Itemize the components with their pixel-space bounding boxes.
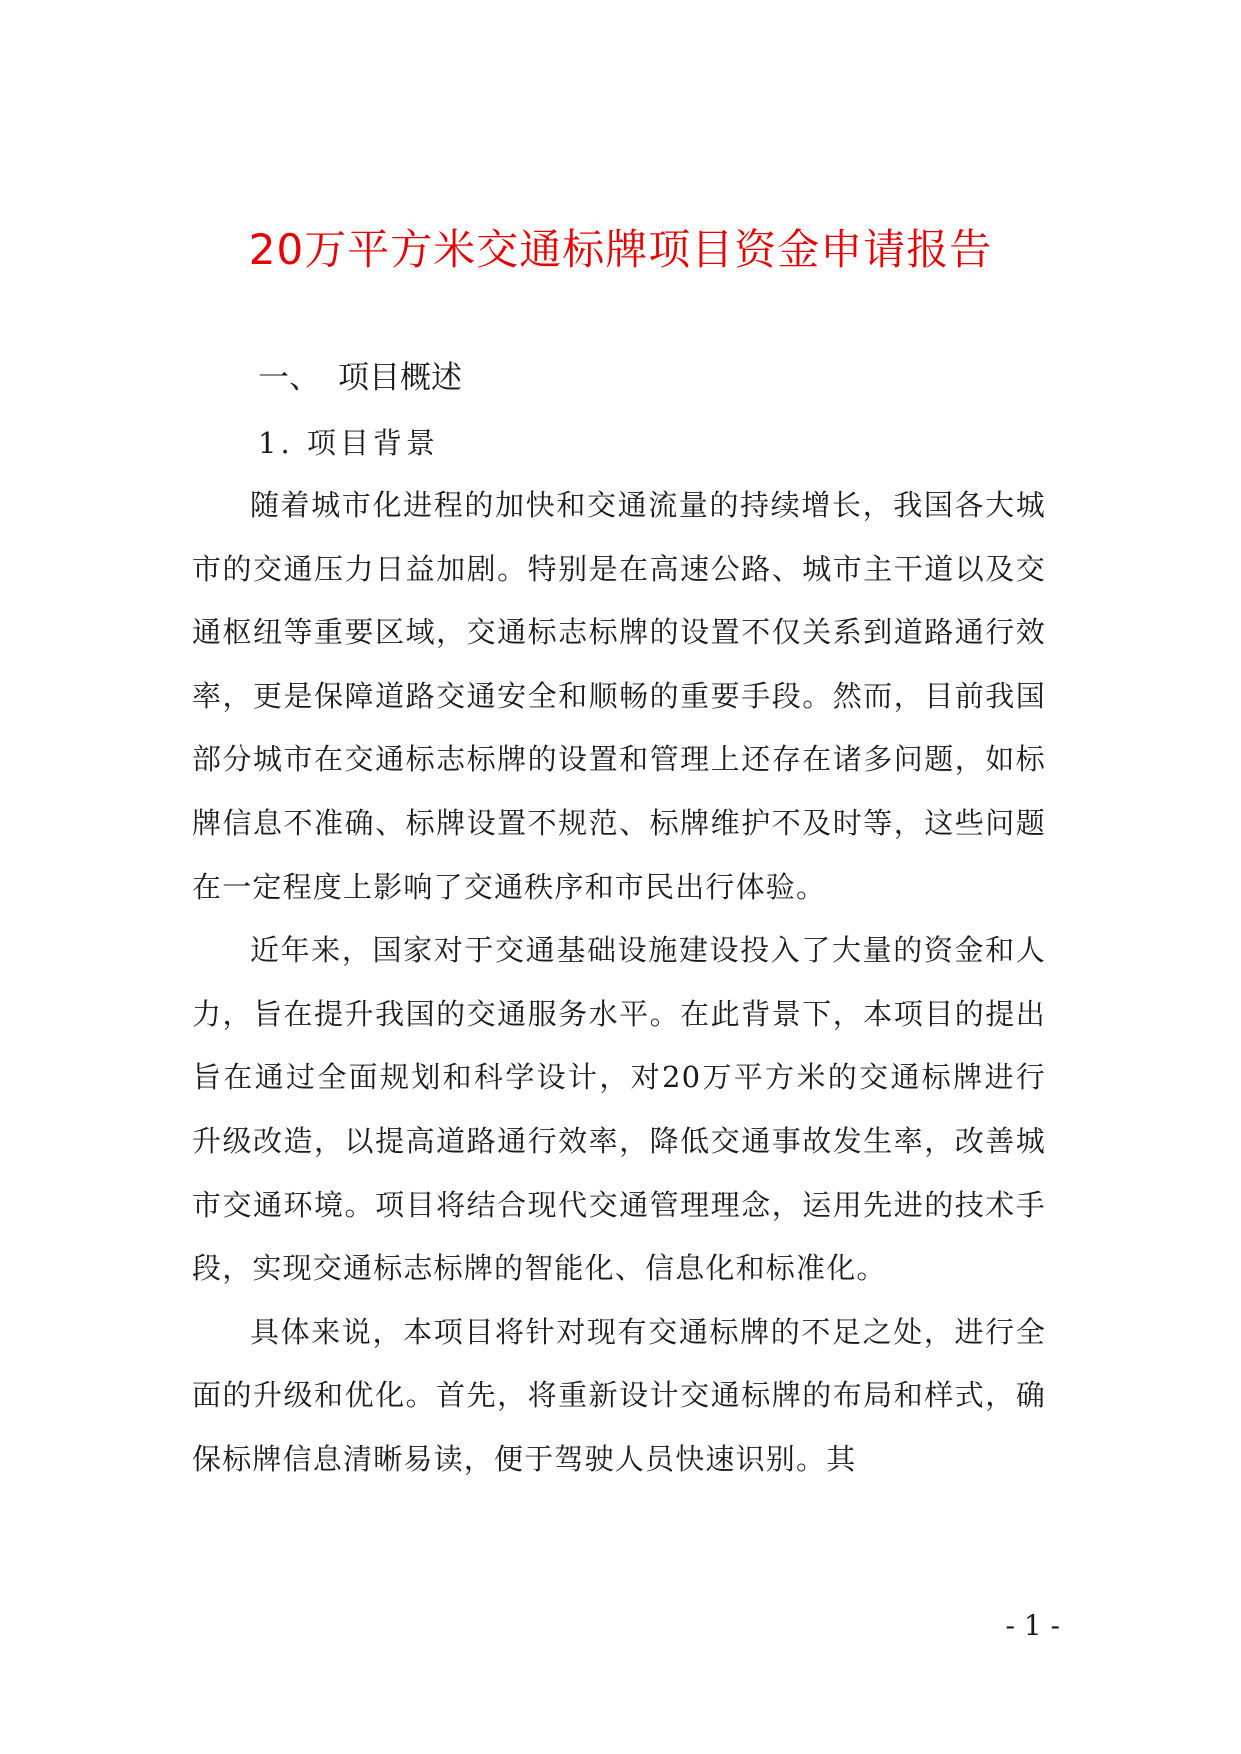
document-title: 20万平方米交通标牌项目资金申请报告 xyxy=(248,225,993,274)
page-number: - 1 - xyxy=(1005,1609,1060,1642)
subsection-heading: 1. 项目背景 xyxy=(258,426,439,460)
section-number: 一、 xyxy=(258,360,320,396)
paragraph: 近年来，国家对于交通基础设施建设投入了大量的资金和人力，旨在提升我国的交通服务水平。在此背景下，本项目的提出旨在通过全面规划和科学设计，对20万平方米的交通标牌进行升级改造，以提高道路通行效率，降低交通事故发生率，改善城市交通环境。项目将结合现代交通管理理念，运用先进的技术手段，实现交通标志标牌的智能化、信息化和标准化。 xyxy=(192,933,1046,1286)
body-text xyxy=(192,474,1046,1492)
section-heading xyxy=(258,356,462,400)
section-label: 项目概述 xyxy=(338,360,462,396)
paragraph: 具体来说，本项目将针对现有交通标牌的不足之处，进行全面的升级和优化。首先，将重新设计交通标牌的布局和样式，确保标牌信息清晰易读，便于驾驶人员快速识别。其 xyxy=(192,1314,1046,1476)
paragraph: 随着城市化进程的加快和交通流量的持续增长，我国各大城市的交通压力日益加剧。特别是在高速公路、城市主干道以及交通枢纽等重要区域，交通标志标牌的设置不仅关系到道路通行效率，更是保障道路交通安全和顺畅的重要手段。然而，目前我国部分城市在交通标志标牌的设置和管理上还存在诸多问题，如标牌信息不准确、标牌设置不规范、标牌维护不及时等，这些问题在一定程度上影响了交通秩序和市民出行体验。 xyxy=(192,488,1046,904)
